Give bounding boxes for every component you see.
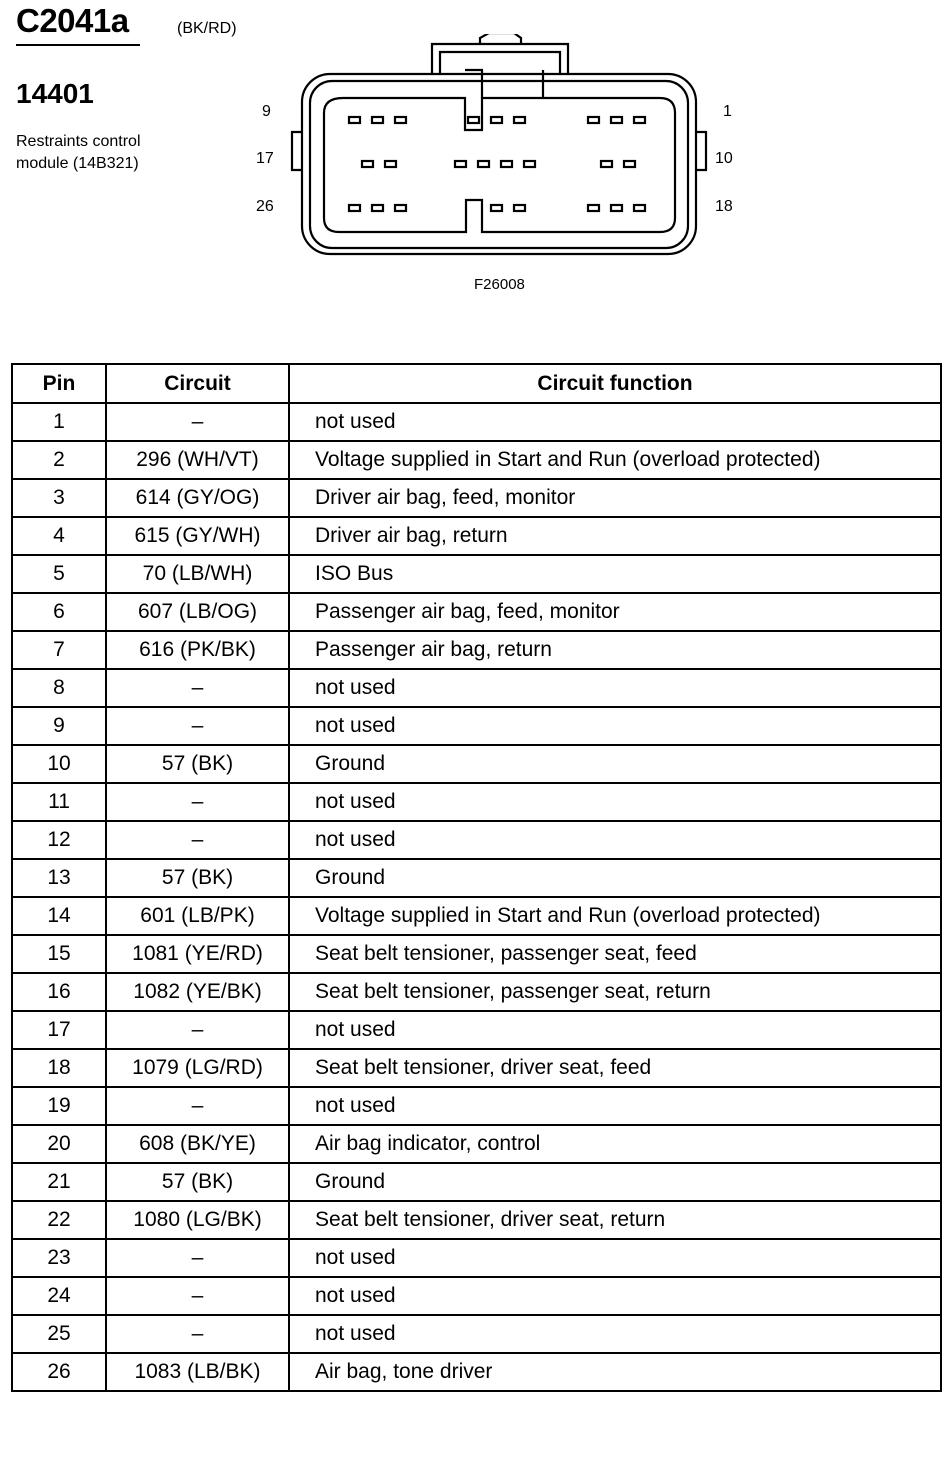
pin-label-mid-right: 10 bbox=[715, 150, 733, 167]
table-row bbox=[12, 935, 941, 973]
function-cell: Ground bbox=[289, 1163, 941, 1201]
module-description-line2: module (14B321) bbox=[16, 155, 139, 172]
connector-id-underline bbox=[16, 44, 140, 46]
circuit-cell: – bbox=[106, 707, 289, 745]
pin-cell: 8 bbox=[12, 669, 106, 707]
table-row bbox=[12, 1239, 941, 1277]
pin-label-mid-left: 17 bbox=[256, 150, 274, 167]
table-row bbox=[12, 479, 941, 517]
circuit-cell: 1079 (LG/RD) bbox=[106, 1049, 289, 1087]
pin-cell: 21 bbox=[12, 1163, 106, 1201]
part-number: 14401 bbox=[16, 78, 94, 109]
function-cell: Air bag, tone driver bbox=[289, 1353, 941, 1391]
table-row bbox=[12, 1011, 941, 1049]
pin-cell: 7 bbox=[12, 631, 106, 669]
connector-housing bbox=[292, 34, 706, 254]
circuit-cell: 1083 (LB/BK) bbox=[106, 1353, 289, 1391]
table-row bbox=[12, 555, 941, 593]
table-row bbox=[12, 973, 941, 1011]
function-cell: Ground bbox=[289, 745, 941, 783]
function-cell: Seat belt tensioner, passenger seat, return bbox=[289, 973, 941, 1011]
table-row bbox=[12, 745, 941, 783]
pin-cell: 11 bbox=[12, 783, 106, 821]
table-row bbox=[12, 631, 941, 669]
table-row bbox=[12, 1353, 941, 1391]
circuit-cell: – bbox=[106, 783, 289, 821]
circuit-cell: – bbox=[106, 821, 289, 859]
pin-cell: 5 bbox=[12, 555, 106, 593]
module-description bbox=[16, 131, 216, 175]
table-row bbox=[12, 707, 941, 745]
figure-code: F26008 bbox=[474, 276, 525, 293]
pin-cavities bbox=[349, 117, 645, 211]
circuit-cell: 1081 (YE/RD) bbox=[106, 935, 289, 973]
function-cell: Voltage supplied in Start and Run (overload protected) bbox=[289, 441, 941, 479]
pin-cell: 13 bbox=[12, 859, 106, 897]
table-row bbox=[12, 1049, 941, 1087]
table-row bbox=[12, 1087, 941, 1125]
function-cell: not used bbox=[289, 821, 941, 859]
module-description-line1: Restraints control bbox=[16, 133, 141, 150]
circuit-cell: 57 (BK) bbox=[106, 859, 289, 897]
function-cell: not used bbox=[289, 1277, 941, 1315]
function-cell: ISO Bus bbox=[289, 555, 941, 593]
function-cell: not used bbox=[289, 1315, 941, 1353]
connector-color: (BK/RD) bbox=[177, 20, 237, 37]
circuit-cell: 57 (BK) bbox=[106, 1163, 289, 1201]
pin-cell: 2 bbox=[12, 441, 106, 479]
table-row bbox=[12, 897, 941, 935]
pin-cell: 22 bbox=[12, 1201, 106, 1239]
header-circuit-function: Circuit function bbox=[289, 364, 941, 403]
pin-cell: 10 bbox=[12, 745, 106, 783]
pin-cell: 23 bbox=[12, 1239, 106, 1277]
table-row bbox=[12, 859, 941, 897]
table-row bbox=[12, 1315, 941, 1353]
pin-cell: 26 bbox=[12, 1353, 106, 1391]
circuit-cell: 1082 (YE/BK) bbox=[106, 973, 289, 1011]
table-row bbox=[12, 1163, 941, 1201]
pin-cell: 12 bbox=[12, 821, 106, 859]
table-row bbox=[12, 821, 941, 859]
circuit-cell: – bbox=[106, 1011, 289, 1049]
table-row bbox=[12, 517, 941, 555]
pin-cell: 20 bbox=[12, 1125, 106, 1163]
pin-cell: 4 bbox=[12, 517, 106, 555]
function-cell: not used bbox=[289, 403, 941, 441]
pin-cell: 19 bbox=[12, 1087, 106, 1125]
connector-id: C2041a bbox=[16, 2, 129, 39]
circuit-cell: 616 (PK/BK) bbox=[106, 631, 289, 669]
table-row bbox=[12, 783, 941, 821]
circuit-cell: 615 (GY/WH) bbox=[106, 517, 289, 555]
pin-cell: 17 bbox=[12, 1011, 106, 1049]
table-row bbox=[12, 1201, 941, 1239]
pin-cell: 9 bbox=[12, 707, 106, 745]
circuit-cell: 608 (BK/YE) bbox=[106, 1125, 289, 1163]
table-row bbox=[12, 669, 941, 707]
pin-cell: 15 bbox=[12, 935, 106, 973]
pin-cell: 1 bbox=[12, 403, 106, 441]
header-circuit: Circuit bbox=[106, 364, 289, 403]
table-row bbox=[12, 1277, 941, 1315]
table-row bbox=[12, 403, 941, 441]
table-row bbox=[12, 1125, 941, 1163]
function-cell: Ground bbox=[289, 859, 941, 897]
table-header-row bbox=[12, 364, 941, 403]
function-cell: not used bbox=[289, 1239, 941, 1277]
function-cell: not used bbox=[289, 707, 941, 745]
circuit-cell: 614 (GY/OG) bbox=[106, 479, 289, 517]
circuit-cell: – bbox=[106, 669, 289, 707]
function-cell: Passenger air bag, return bbox=[289, 631, 941, 669]
pin-cell: 25 bbox=[12, 1315, 106, 1353]
table-row bbox=[12, 593, 941, 631]
pin-label-top-right: 1 bbox=[723, 103, 732, 120]
circuit-cell: – bbox=[106, 1239, 289, 1277]
pinout-table bbox=[11, 363, 942, 1392]
pin-cell: 16 bbox=[12, 973, 106, 1011]
circuit-cell: 296 (WH/VT) bbox=[106, 441, 289, 479]
circuit-cell: 57 (BK) bbox=[106, 745, 289, 783]
circuit-cell: – bbox=[106, 1315, 289, 1353]
function-cell: not used bbox=[289, 1011, 941, 1049]
pin-label-bottom-right: 18 bbox=[715, 198, 733, 215]
pin-cell: 14 bbox=[12, 897, 106, 935]
function-cell: not used bbox=[289, 1087, 941, 1125]
circuit-cell: 70 (LB/WH) bbox=[106, 555, 289, 593]
function-cell: Seat belt tensioner, passenger seat, feed bbox=[289, 935, 941, 973]
circuit-cell: – bbox=[106, 1277, 289, 1315]
function-cell: Passenger air bag, feed, monitor bbox=[289, 593, 941, 631]
function-cell: not used bbox=[289, 783, 941, 821]
pin-cell: 6 bbox=[12, 593, 106, 631]
pin-cell: 24 bbox=[12, 1277, 106, 1315]
circuit-cell: – bbox=[106, 403, 289, 441]
pin-cell: 3 bbox=[12, 479, 106, 517]
pin-label-top-left: 9 bbox=[262, 103, 271, 120]
function-cell: not used bbox=[289, 669, 941, 707]
function-cell: Driver air bag, return bbox=[289, 517, 941, 555]
pin-label-bottom-left: 26 bbox=[256, 198, 274, 215]
header-pin: Pin bbox=[12, 364, 106, 403]
function-cell: Voltage supplied in Start and Run (overload protected) bbox=[289, 897, 941, 935]
circuit-cell: 601 (LB/PK) bbox=[106, 897, 289, 935]
circuit-cell: 1080 (LG/BK) bbox=[106, 1201, 289, 1239]
pin-cell: 18 bbox=[12, 1049, 106, 1087]
connector-face-diagram bbox=[285, 34, 715, 259]
circuit-cell: – bbox=[106, 1087, 289, 1125]
function-cell: Driver air bag, feed, monitor bbox=[289, 479, 941, 517]
circuit-cell: 607 (LB/OG) bbox=[106, 593, 289, 631]
function-cell: Air bag indicator, control bbox=[289, 1125, 941, 1163]
function-cell: Seat belt tensioner, driver seat, feed bbox=[289, 1049, 941, 1087]
table-row bbox=[12, 441, 941, 479]
function-cell: Seat belt tensioner, driver seat, return bbox=[289, 1201, 941, 1239]
